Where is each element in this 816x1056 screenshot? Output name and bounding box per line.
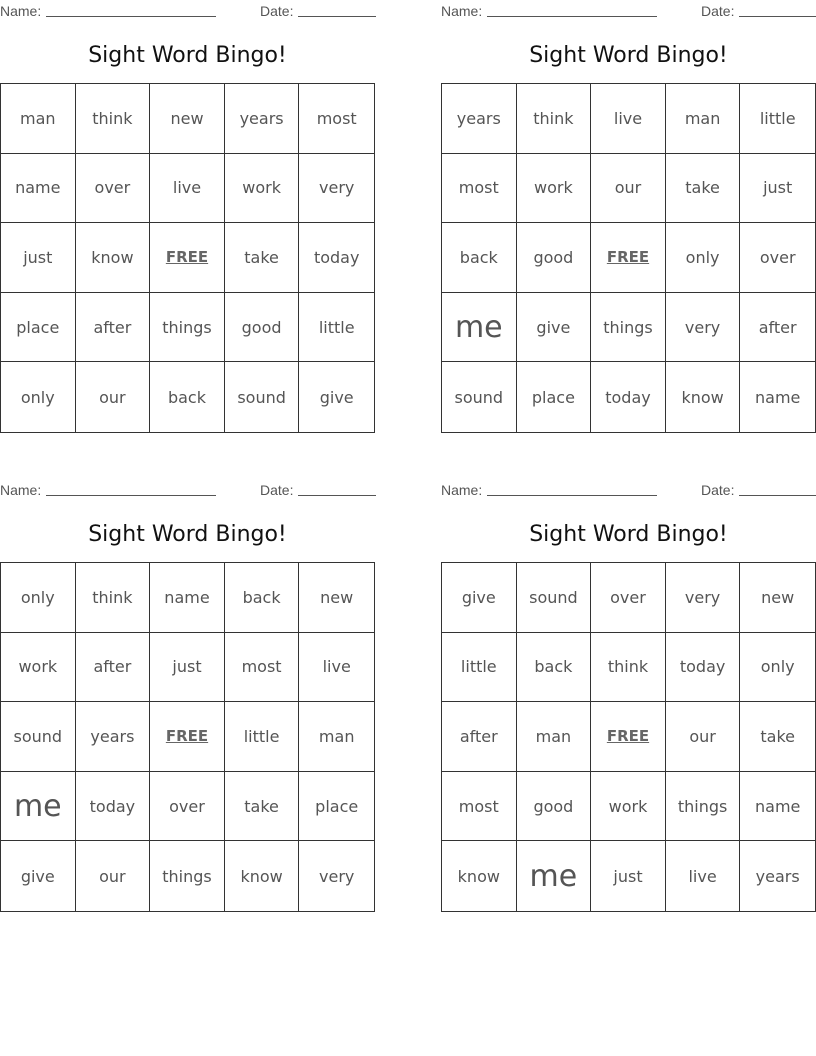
bingo-cell: me [442,293,517,363]
bingo-cell: know [225,841,300,911]
free-space-cell: FREE [150,702,225,772]
bingo-cell: name [1,154,76,224]
bingo-cell: sound [225,362,300,432]
bingo-cell: good [517,223,592,293]
bingo-cell: things [666,772,741,842]
bingo-cell: work [591,772,666,842]
bingo-cell: work [1,633,76,703]
bingo-cell: take [225,223,300,293]
bingo-cell: things [150,841,225,911]
card-title: Sight Word Bingo! [88,43,287,68]
bingo-grid [441,562,816,912]
bingo-grid [0,562,375,912]
date-label: Date: [260,482,294,498]
bingo-cell: only [666,223,741,293]
bingo-cell: very [299,154,374,224]
bingo-cell: man [299,702,374,772]
bingo-cell: sound [1,702,76,772]
bingo-cell: think [517,84,592,154]
date-field [260,482,376,498]
bingo-cell: years [76,702,151,772]
bingo-cell: very [319,866,355,886]
bingo-cell: little [225,702,300,772]
bingo-cell: live [150,154,225,224]
name-field [0,3,216,19]
bingo-cell: our [591,154,666,224]
bingo-cell: over [591,563,666,633]
free-space-cell: FREE [150,223,225,293]
bingo-cell: live [666,841,741,911]
bingo-cell: most [225,633,300,703]
bingo-cell: only [740,633,815,703]
date-blank-line [739,483,816,496]
bingo-cell: take [740,702,815,772]
bingo-cell: give [442,563,517,633]
bingo-cell: live [591,84,666,154]
bingo-cell: just [1,223,76,293]
date-label: Date: [260,3,294,19]
name-label: Name: [441,482,483,498]
bingo-cell: very [666,563,741,633]
free-space-cell: FREE [591,223,666,293]
name-field [441,3,657,19]
bingo-cell: today [299,223,374,293]
bingo-cell: back [517,633,592,703]
name-blank-line [487,4,657,17]
bingo-cell: over [740,223,815,293]
bingo-cell: years [755,866,800,886]
bingo-cell: know [442,841,517,911]
bingo-card [0,479,375,911]
bingo-cell: give [319,387,354,407]
bingo-cell: today [76,772,151,842]
bingo-cell: only [1,362,76,432]
date-blank-line [739,4,816,17]
name-blank-line [46,483,216,496]
name-label: Name: [0,482,42,498]
bingo-cell: our [76,362,151,432]
bingo-cell: new [299,563,374,633]
name-label: Name: [0,3,42,19]
bingo-cell: most [299,84,374,154]
bingo-cell: years [225,84,300,154]
bingo-cell: name [740,772,815,842]
bingo-cell: give [1,841,76,911]
bingo-cell: new [740,563,815,633]
bingo-cell: think [591,633,666,703]
bingo-cell: place [517,362,592,432]
bingo-cell: little [740,84,815,154]
name-field [0,482,216,498]
date-field [701,482,816,498]
bingo-cell: after [740,293,815,363]
bingo-cell: think [76,563,151,633]
bingo-cell: know [666,362,741,432]
bingo-cell: today [591,362,666,432]
bingo-cell: name [150,563,225,633]
bingo-cell: work [517,154,592,224]
date-field [260,3,376,19]
date-blank-line [298,483,376,496]
bingo-cell: me [517,841,592,911]
bingo-cell: back [442,223,517,293]
bingo-cell: back [225,563,300,633]
bingo-card [441,479,816,911]
bingo-cell: new [150,84,225,154]
bingo-cell: after [76,633,151,703]
date-label: Date: [701,482,735,498]
bingo-cell: our [76,841,151,911]
bingo-grid [441,83,816,433]
bingo-cell: good [517,772,592,842]
bingo-cell: after [76,293,151,363]
bingo-cell: name [755,387,801,407]
bingo-cell: place [1,293,76,363]
bingo-cell: very [666,293,741,363]
bingo-cell: think [76,84,151,154]
bingo-cell: just [591,841,666,911]
bingo-cell: only [1,563,76,633]
name-label: Name: [441,3,483,19]
bingo-card [441,0,816,432]
bingo-cell: most [442,772,517,842]
date-label: Date: [701,3,735,19]
bingo-cell: over [76,154,151,224]
bingo-cell: man [666,84,741,154]
bingo-cell: years [442,84,517,154]
bingo-cell: over [150,772,225,842]
card-title: Sight Word Bingo! [529,522,728,547]
bingo-cell: live [299,633,374,703]
bingo-cell: give [517,293,592,363]
bingo-cell: know [76,223,151,293]
bingo-cell: our [666,702,741,772]
bingo-cell: man [1,84,76,154]
name-field [441,482,657,498]
bingo-cell: just [150,633,225,703]
bingo-cell: just [740,154,815,224]
bingo-cell: take [225,772,300,842]
bingo-cell: take [666,154,741,224]
bingo-cell: little [442,633,517,703]
bingo-cell: things [150,293,225,363]
bingo-cell: sound [517,563,592,633]
bingo-cell: back [150,362,225,432]
bingo-cell: sound [442,362,517,432]
bingo-cell: good [225,293,300,363]
bingo-cell: little [299,293,374,363]
bingo-cell: after [442,702,517,772]
bingo-cell: place [299,772,374,842]
date-blank-line [298,4,376,17]
free-space-cell: FREE [591,702,666,772]
card-title: Sight Word Bingo! [529,43,728,68]
bingo-cell: today [666,633,741,703]
card-title: Sight Word Bingo! [88,522,287,547]
bingo-card [0,0,375,432]
bingo-cell: things [591,293,666,363]
date-field [701,3,816,19]
bingo-cell: me [1,772,76,842]
name-blank-line [487,483,657,496]
bingo-cell: work [225,154,300,224]
bingo-cell: man [517,702,592,772]
name-blank-line [46,4,216,17]
bingo-cell: most [442,154,517,224]
bingo-grid [0,83,375,433]
